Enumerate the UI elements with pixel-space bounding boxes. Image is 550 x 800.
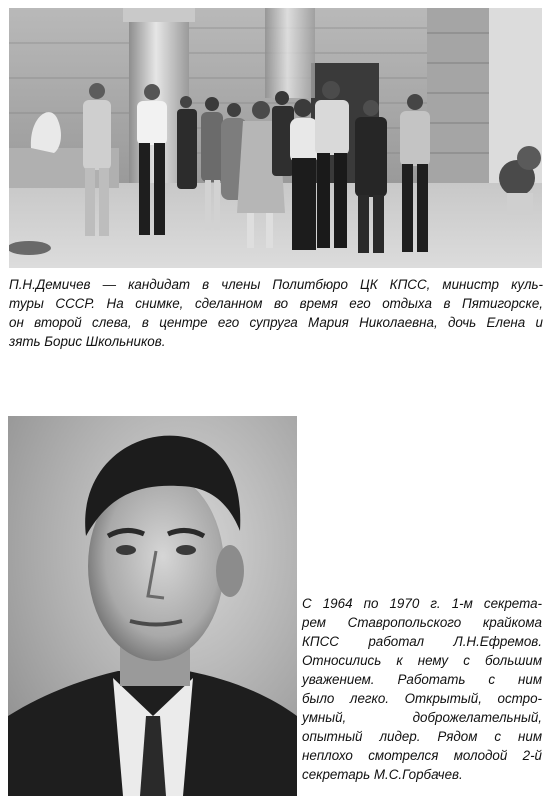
caption-line: опытный лидер. Рядом с ним [302,729,542,744]
caption-line: уважением. Работать с ним [302,672,542,687]
group-photo [9,8,542,268]
caption-line: он второй слева, в центре его супруга Мария Николаевна, дочь Елена и [9,315,543,330]
caption-line: секретарь М.С.Горбачев. [302,767,463,782]
caption-line: С 1964 по 1970 г. 1-м секрета- [302,596,542,611]
caption-line: умный, доброжелательный, [302,710,542,725]
caption-line: туры СССР. На снимке, сделанном во время его отдыха в Пятигорске, [9,296,543,311]
caption-line: Относились к нему с большим [302,653,542,668]
caption-line: было легко. Открытый, остро- [302,691,542,706]
caption-line: неплохо смотрелся молодой 2-й [302,748,542,763]
caption-line: зять Борис Школьников. [9,334,166,349]
caption-line: П.Н.Демичев — кандидат в члены Политбюро ЦК КПСС, министр куль- [9,277,543,292]
caption-line: КПСС работал Л.Н.Ефремов. [302,634,542,649]
group-photo-caption [9,275,543,351]
portrait-photo-caption [302,594,542,784]
portrait-photo [8,416,297,796]
caption-line: рем Ставропольского крайкома [302,615,542,630]
